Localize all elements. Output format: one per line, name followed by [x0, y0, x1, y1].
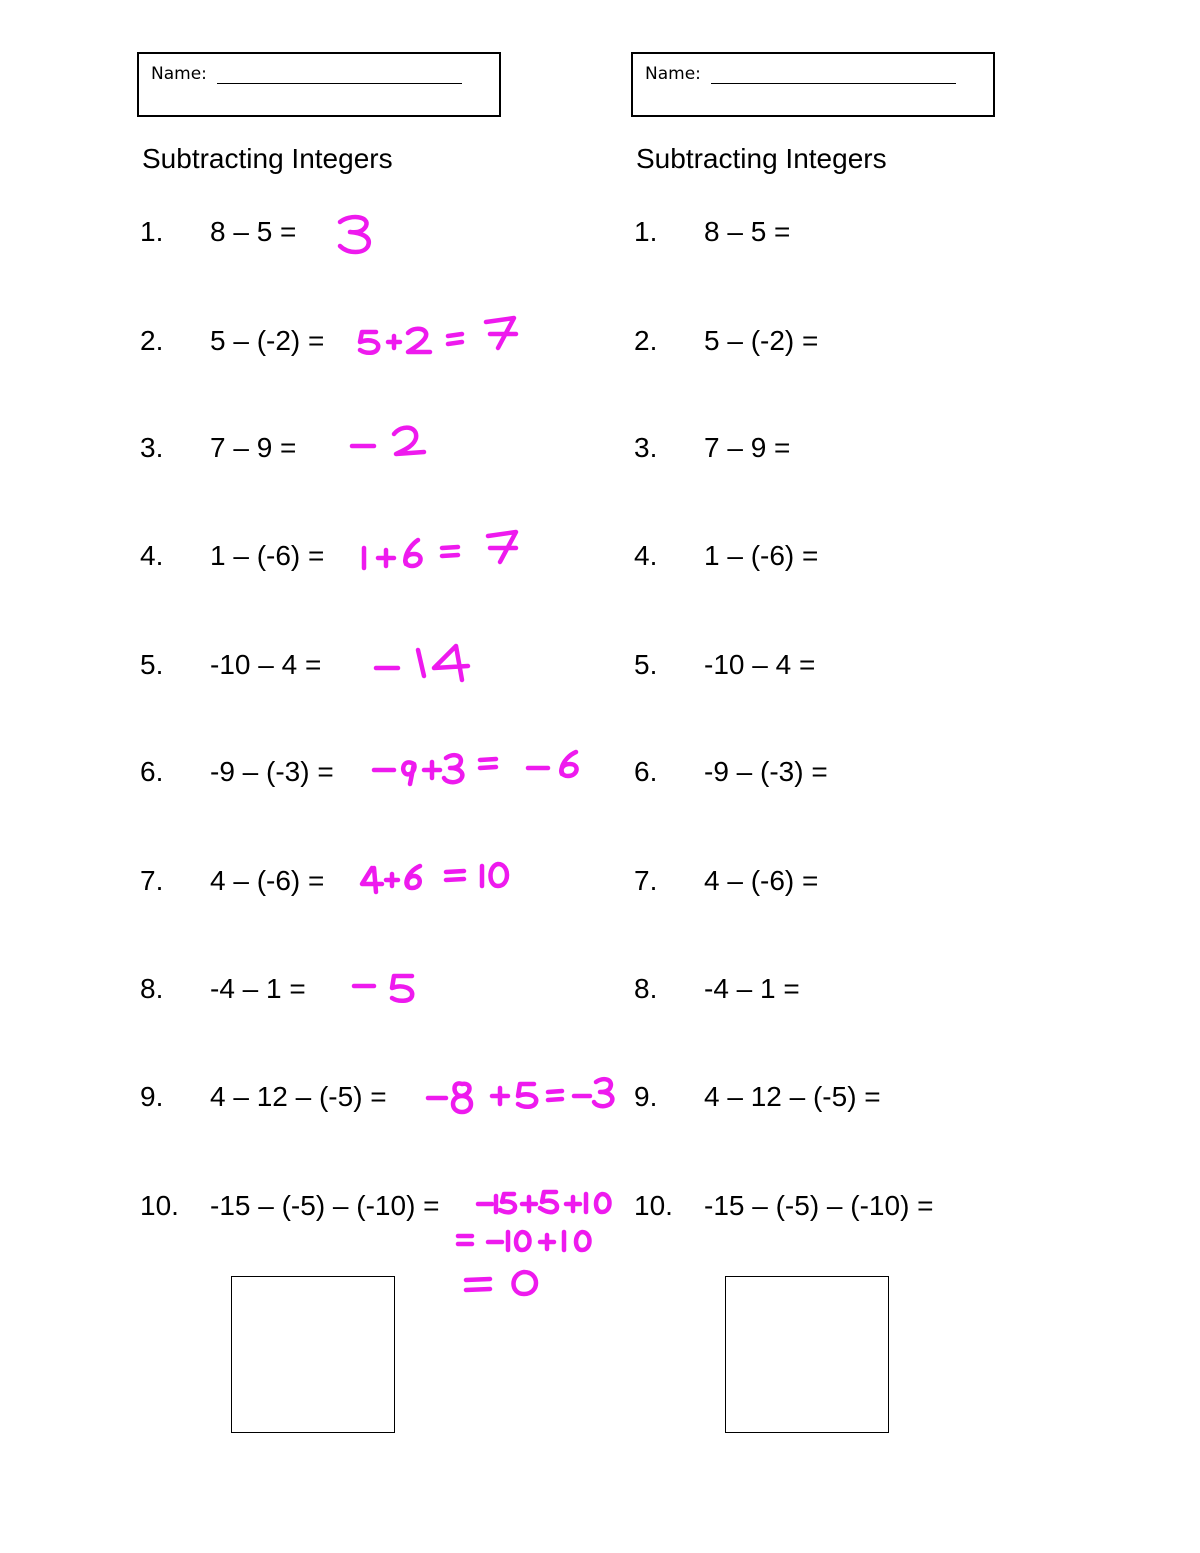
handwritten-answer-10	[458, 1192, 610, 1294]
problem-number: 5.	[634, 649, 658, 680]
problem-number: 10.	[140, 1190, 179, 1221]
problem-expression: -10 – 4 =	[210, 649, 322, 680]
handwritten-answer-3	[352, 428, 424, 454]
handwritten-answer-6	[374, 752, 577, 784]
handwritten-answer-9	[428, 1079, 612, 1112]
problem-expression: 8 – 5 =	[704, 216, 791, 247]
problem-number: 9.	[140, 1081, 164, 1112]
problem-expression: 1 – (-6) =	[704, 540, 819, 571]
problem-number: 4.	[140, 540, 164, 571]
problem-number: 8.	[634, 973, 658, 1004]
problem-expression: -9 – (-3) =	[704, 756, 828, 787]
problem-expression: -9 – (-3) =	[210, 756, 334, 787]
problem-expression: -4 – 1 =	[704, 973, 800, 1004]
handwritten-answer-8	[354, 976, 412, 1001]
problem-number: 2.	[140, 325, 164, 356]
problem-number: 7.	[140, 865, 164, 896]
problem-number: 1.	[634, 216, 658, 247]
problem-number: 3.	[140, 432, 164, 463]
problem-expression: -15 – (-5) – (-10) =	[704, 1190, 934, 1221]
problem-expression: 4 – 12 – (-5) =	[704, 1081, 881, 1112]
problem-expression: 4 – 12 – (-5) =	[210, 1081, 387, 1112]
problem-expression: 5 – (-2) =	[210, 325, 325, 356]
problem-expression: 4 – (-6) =	[704, 865, 819, 896]
problem-number: 9.	[634, 1081, 658, 1112]
handwritten-answer-5	[376, 646, 468, 680]
problem-number: 6.	[634, 756, 658, 787]
problem-expression: -10 – 4 =	[704, 649, 816, 680]
name-label: Name:	[645, 64, 701, 84]
problem-expression: 7 – 9 =	[210, 432, 297, 463]
problem-expression: 1 – (-6) =	[210, 540, 325, 571]
problem-number: 5.	[140, 649, 164, 680]
problem-number: 8.	[140, 973, 164, 1004]
name-label: Name:	[151, 64, 207, 84]
problem-number: 7.	[634, 865, 658, 896]
problem-expression: 8 – 5 =	[210, 216, 297, 247]
problem-number: 10.	[634, 1190, 673, 1221]
problem-expression: 4 – (-6) =	[210, 865, 325, 896]
problem-number: 2.	[634, 325, 658, 356]
problem-expression: -15 – (-5) – (-10) =	[210, 1190, 440, 1221]
problem-number: 3.	[634, 432, 658, 463]
problem-expression: 5 – (-2) =	[704, 325, 819, 356]
handwritten-answer-7	[362, 864, 507, 892]
problem-number: 1.	[140, 216, 164, 247]
handwritten-answer-4	[364, 532, 516, 568]
problem-number: 4.	[634, 540, 658, 571]
worksheet-title: Subtracting Integers	[636, 143, 887, 174]
problem-number: 6.	[140, 756, 164, 787]
handwritten-answer-1	[340, 217, 369, 252]
handwritten-answer-2	[360, 318, 516, 353]
worksheet-title: Subtracting Integers	[142, 143, 393, 174]
problem-expression: -4 – 1 =	[210, 973, 306, 1004]
problem-expression: 7 – 9 =	[704, 432, 791, 463]
